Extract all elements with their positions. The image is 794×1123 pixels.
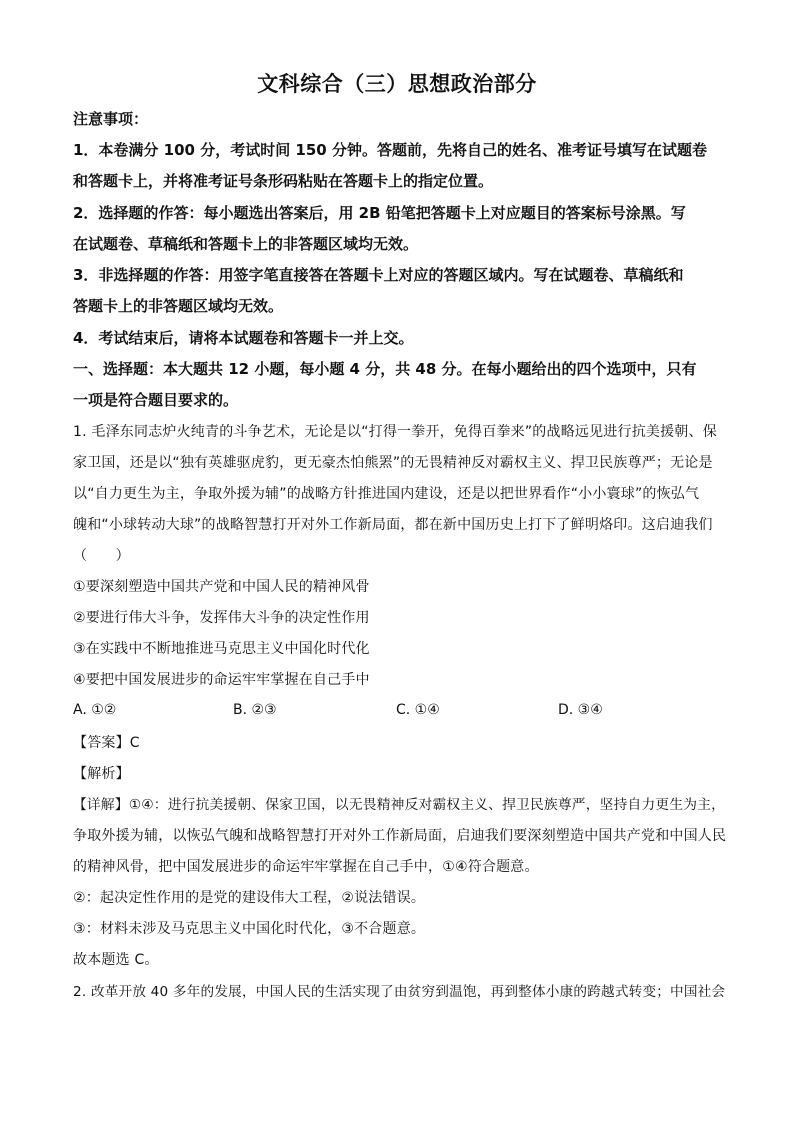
question-stem: （ ） (73, 548, 130, 564)
option-a: A. ①② (73, 702, 117, 718)
notice-line: 和答题卡上，并将准考证号条形码粘贴在答题卡上的指定位置。 (73, 172, 494, 190)
notice-line: 4．考试结束后，请将本试题卷和答题卡一并上交。 (73, 329, 414, 347)
notice-line: 2．选择题的作答：每小题选出答案后，用 2B 铅笔把答题卡上对应题目的答案标号涂黑。写 (73, 204, 686, 222)
notice-line: 答题卡上的非答题区域均无效。 (73, 297, 284, 315)
section-heading: 一、选择题：本大题共 12 小题，每小题 4 分，共 48 分。在每小题给出的四个选项中，只有 (73, 360, 697, 378)
question-item: ④要把中国发展进步的命运牢牢掌握在自己手中 (73, 672, 370, 688)
question-item: ②要进行伟大斗争，发挥伟大斗争的决定性作用 (73, 610, 370, 626)
notice-heading: 注意事项： (73, 110, 149, 128)
detail-line: 【详解】①④：进行抗美援朝、保家卫国，以无畏精神反对霸权主义、捍卫民族尊严，坚持自力更生为主， (73, 797, 726, 813)
answer-label: 【答案】C (73, 735, 140, 751)
question-item: ③在实践中不断地推进马克思主义中国化时代化 (73, 641, 370, 657)
question-stem: 魄和“小球转动大球”的战略智慧打开对外工作新局面，都在新中国历史上打下了鲜明烙印。这启迪我们 (73, 517, 713, 533)
detail-line: ③：材料未涉及马克思主义中国化时代化，③不合题意。 (73, 921, 426, 937)
question-stem: 2. 改革开放 40 多年的发展，中国人民的生活实现了由贫穷到温饱，再到整体小康的跨越式转变；中国社会 (73, 984, 726, 1000)
detail-line: 的精神风骨，把中国发展进步的命运牢牢掌握在自己手中，①④符合题意。 (73, 859, 539, 875)
detail-line: 争取外援为辅，以恢弘气魄和战略智慧打开对外工作新局面，启迪我们要深刻塑造中国共产党和中国人民 (73, 828, 727, 844)
question-stem: 家卫国，还是以“独有英雄驱虎豹，更无豪杰怕熊罴”的无畏精神反对霸权主义、捍卫民族尊严；无论是 (73, 455, 713, 471)
analysis-label: 【解析】 (73, 766, 130, 782)
notice-line: 1．本卷满分 100 分，考试时间 150 分钟。答题前，先将自己的姓名、准考证号填写在试题卷 (73, 141, 707, 159)
section-heading: 一项是符合题目要求的。 (73, 391, 239, 409)
detail-line: ②：起决定性作用的是党的建设伟大工程，②说法错误。 (73, 890, 426, 906)
question-item: ①要深刻塑造中国共产党和中国人民的精神风骨 (73, 579, 370, 595)
page-title: 文科综合（三）思想政治部分 (257, 72, 537, 96)
option-b: B. ②③ (233, 702, 277, 718)
detail-line: 故本题选 C。 (73, 952, 159, 968)
question-stem: 以“自力更生为主，争取外援为辅”的战略方针推进国内建设，还是以把世界看作“小小寰球”的恢弘气 (73, 486, 700, 502)
option-c: C. ①④ (396, 702, 440, 718)
question-stem: 1. 毛泽东同志炉火纯青的斗争艺术，无论是以“打得一拳开，免得百拳来”的战略远见进行抗美援朝、保 (73, 424, 717, 440)
option-d: D. ③④ (558, 702, 603, 718)
notice-line: 在试题卷、草稿纸和答题卡上的非答题区域均无效。 (73, 235, 419, 253)
notice-line: 3．非选择题的作答：用签字笔直接答在答题卡上对应的答题区域内。写在试题卷、草稿纸和 (73, 266, 684, 284)
